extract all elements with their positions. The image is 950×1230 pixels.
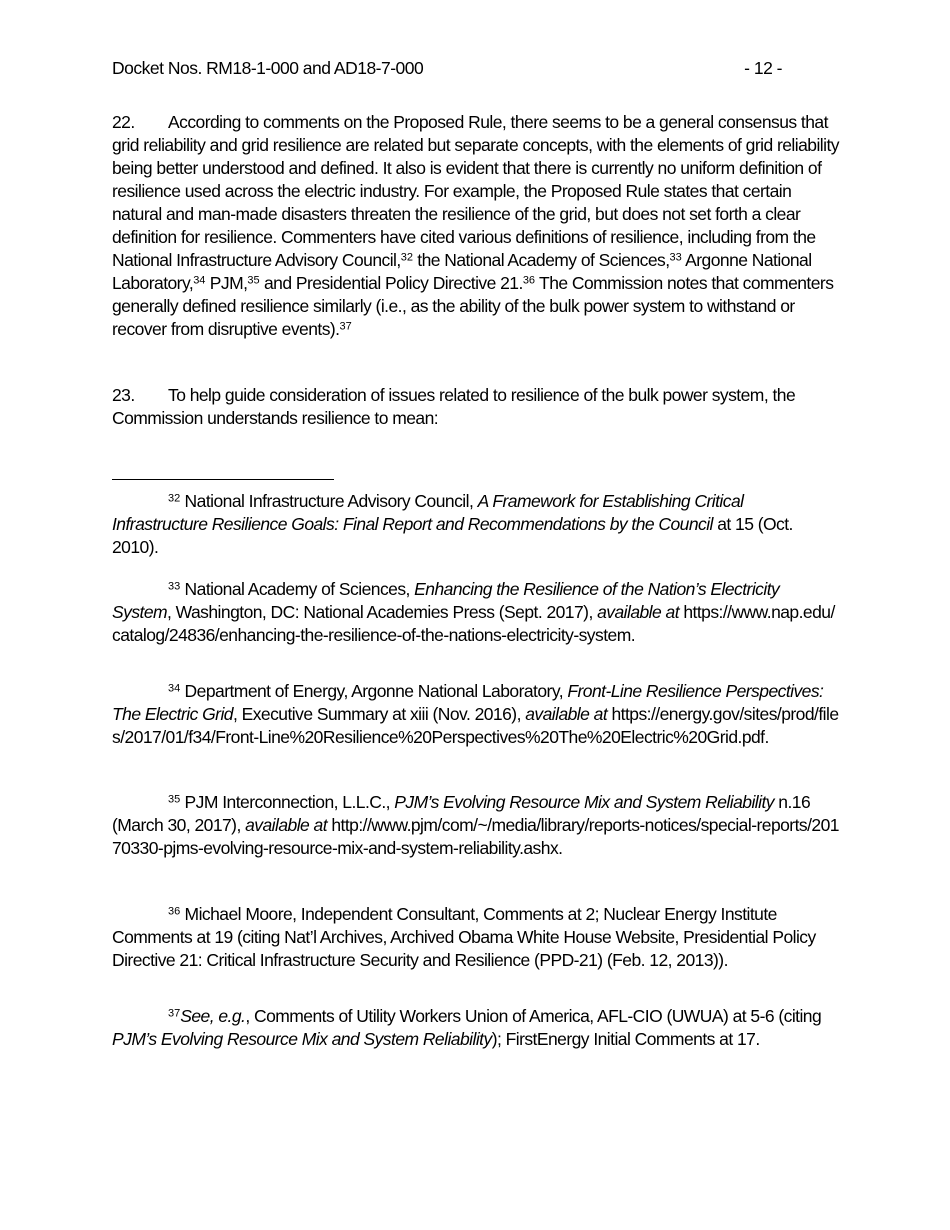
footnote-34 [112,680,842,749]
citation-title: Front-Line Resilience Perspectives: The Electric Grid [112,681,824,724]
docket-number: Docket Nos. RM18-1-000 and AD18-7-000 [112,58,424,78]
footnote-number: 34 [168,682,181,695]
footnote-33 [112,578,842,647]
paragraph-text: According to comments on the Proposed Rule, there seems to be a general consensus that grid reliability and grid resilience are related but separate concepts, with the elements of grid reliability being better understood and defined. It also is evident that there is currently no uniform definition of resilience used across the electric industry. For example, the Proposed Rule states that certain natural and man-made disasters threaten the resilience of the grid, but does not set forth a clear definition for resilience. Commenters have cited various definitions of resilience, including from the National Infrastructure Advisory Council, [112,112,839,270]
footnote-text: ); FirstEnergy Initial Comments at 17. [491,1029,760,1049]
footnote-number: 33 [168,580,181,593]
paragraph-number: 22. [112,112,135,132]
available-at-label: available at [525,704,608,724]
footnote-text: at 15 (Oct. 2010). [112,514,793,557]
citation-url[interactable]: http://www.pjm/com/~/media/library/reports-notices/special-reports/20170330-pjms-evolving-resource-mix-and-system-reliability.ashx. [112,815,839,858]
footnote-text: Michael Moore, Independent Consultant, Comments at 2; Nuclear Energy Institute Comments at 19 (citing Nat’l Archives, Archived Obama White House Website, Presidential Policy Directive 21: Critical Infrastructure Security and Resilience (PPD-21) (Feb. 12, 2013)). [112,904,816,970]
footnote-number: 36 [168,905,181,918]
citation-title: Enhancing the Resilience of the Nation’s Electricity System [112,579,780,622]
footnote-text: , Comments of Utility Workers Union of America, AFL-CIO (UWUA) at 5-6 (citing [245,1006,822,1026]
footnote-ref-33[interactable]: 33 [669,251,682,264]
citation-title: PJM’s Evolving Resource Mix and System Reliability [394,792,774,812]
footnote-text: , Washington, DC: National Academies Press (Sept. 2017), [167,602,598,622]
footnote-ref-35[interactable]: 35 [247,274,260,287]
paragraph-text: To help guide consideration of issues related to resilience of the bulk power system, the Commission understands resilience to mean: [112,385,796,428]
footnote-35 [112,791,842,860]
available-at-label: available at [597,602,680,622]
footnote-number: 37 [168,1007,181,1020]
citation-title: PJM’s Evolving Resource Mix and System Reliability [112,1029,492,1049]
paragraph-text: and Presidential Policy Directive 21. [259,273,523,293]
signal-phrase: See, e.g. [180,1006,246,1026]
page-number: - 12 - [744,58,782,78]
footnote-text: , Executive Summary at xiii (Nov. 2016), [232,704,526,724]
citation-title: A Framework for Establishing Critical Infrastructure Resilience Goals: Final Report and Recommendations by the Council [112,491,744,534]
paragraph-22 [112,111,842,341]
footnote-text: n.16 (March 30, 2017), [112,792,811,835]
footnote-text: Department of Energy, Argonne National Laboratory, [180,681,568,701]
footnote-36 [112,903,842,972]
footnote-ref-32[interactable]: 32 [400,251,413,264]
available-at-label: available at [245,815,328,835]
footnote-text: PJM Interconnection, L.L.C., [180,792,395,812]
footnote-separator [112,479,334,480]
footnote-text: National Infrastructure Advisory Council, [180,491,478,511]
citation-url[interactable]: https://www.nap.edu/catalog/24836/enhancing-the-resilience-of-the-nations-electricity-system. [112,602,835,645]
footnote-37 [112,1005,842,1051]
paragraph-text: Argonne National Laboratory, [112,250,812,293]
footnote-ref-34[interactable]: 34 [193,274,206,287]
citation-url[interactable]: https://energy.gov/sites/prod/files/2017/01/f34/Front-Line%20Resilience%20Perspectives%20The%20Electric%20Grid.pdf. [112,704,839,747]
paragraph-text: PJM, [205,273,248,293]
footnote-number: 32 [168,492,181,505]
paragraph-23 [112,384,842,430]
footnote-ref-36[interactable]: 36 [522,274,536,287]
paragraph-text: The Commission notes that commenters generally defined resilience similarly (i.e., as the ability of the bulk power system to withstand or recover from disruptive events). [112,273,834,339]
footnote-32 [112,490,842,559]
paragraph-number: 23. [112,385,135,405]
footnote-number: 35 [168,793,181,806]
footnote-text: National Academy of Sciences, [180,579,415,599]
paragraph-text: the National Academy of Sciences, [412,250,670,270]
footnote-ref-37[interactable]: 37 [339,320,352,333]
